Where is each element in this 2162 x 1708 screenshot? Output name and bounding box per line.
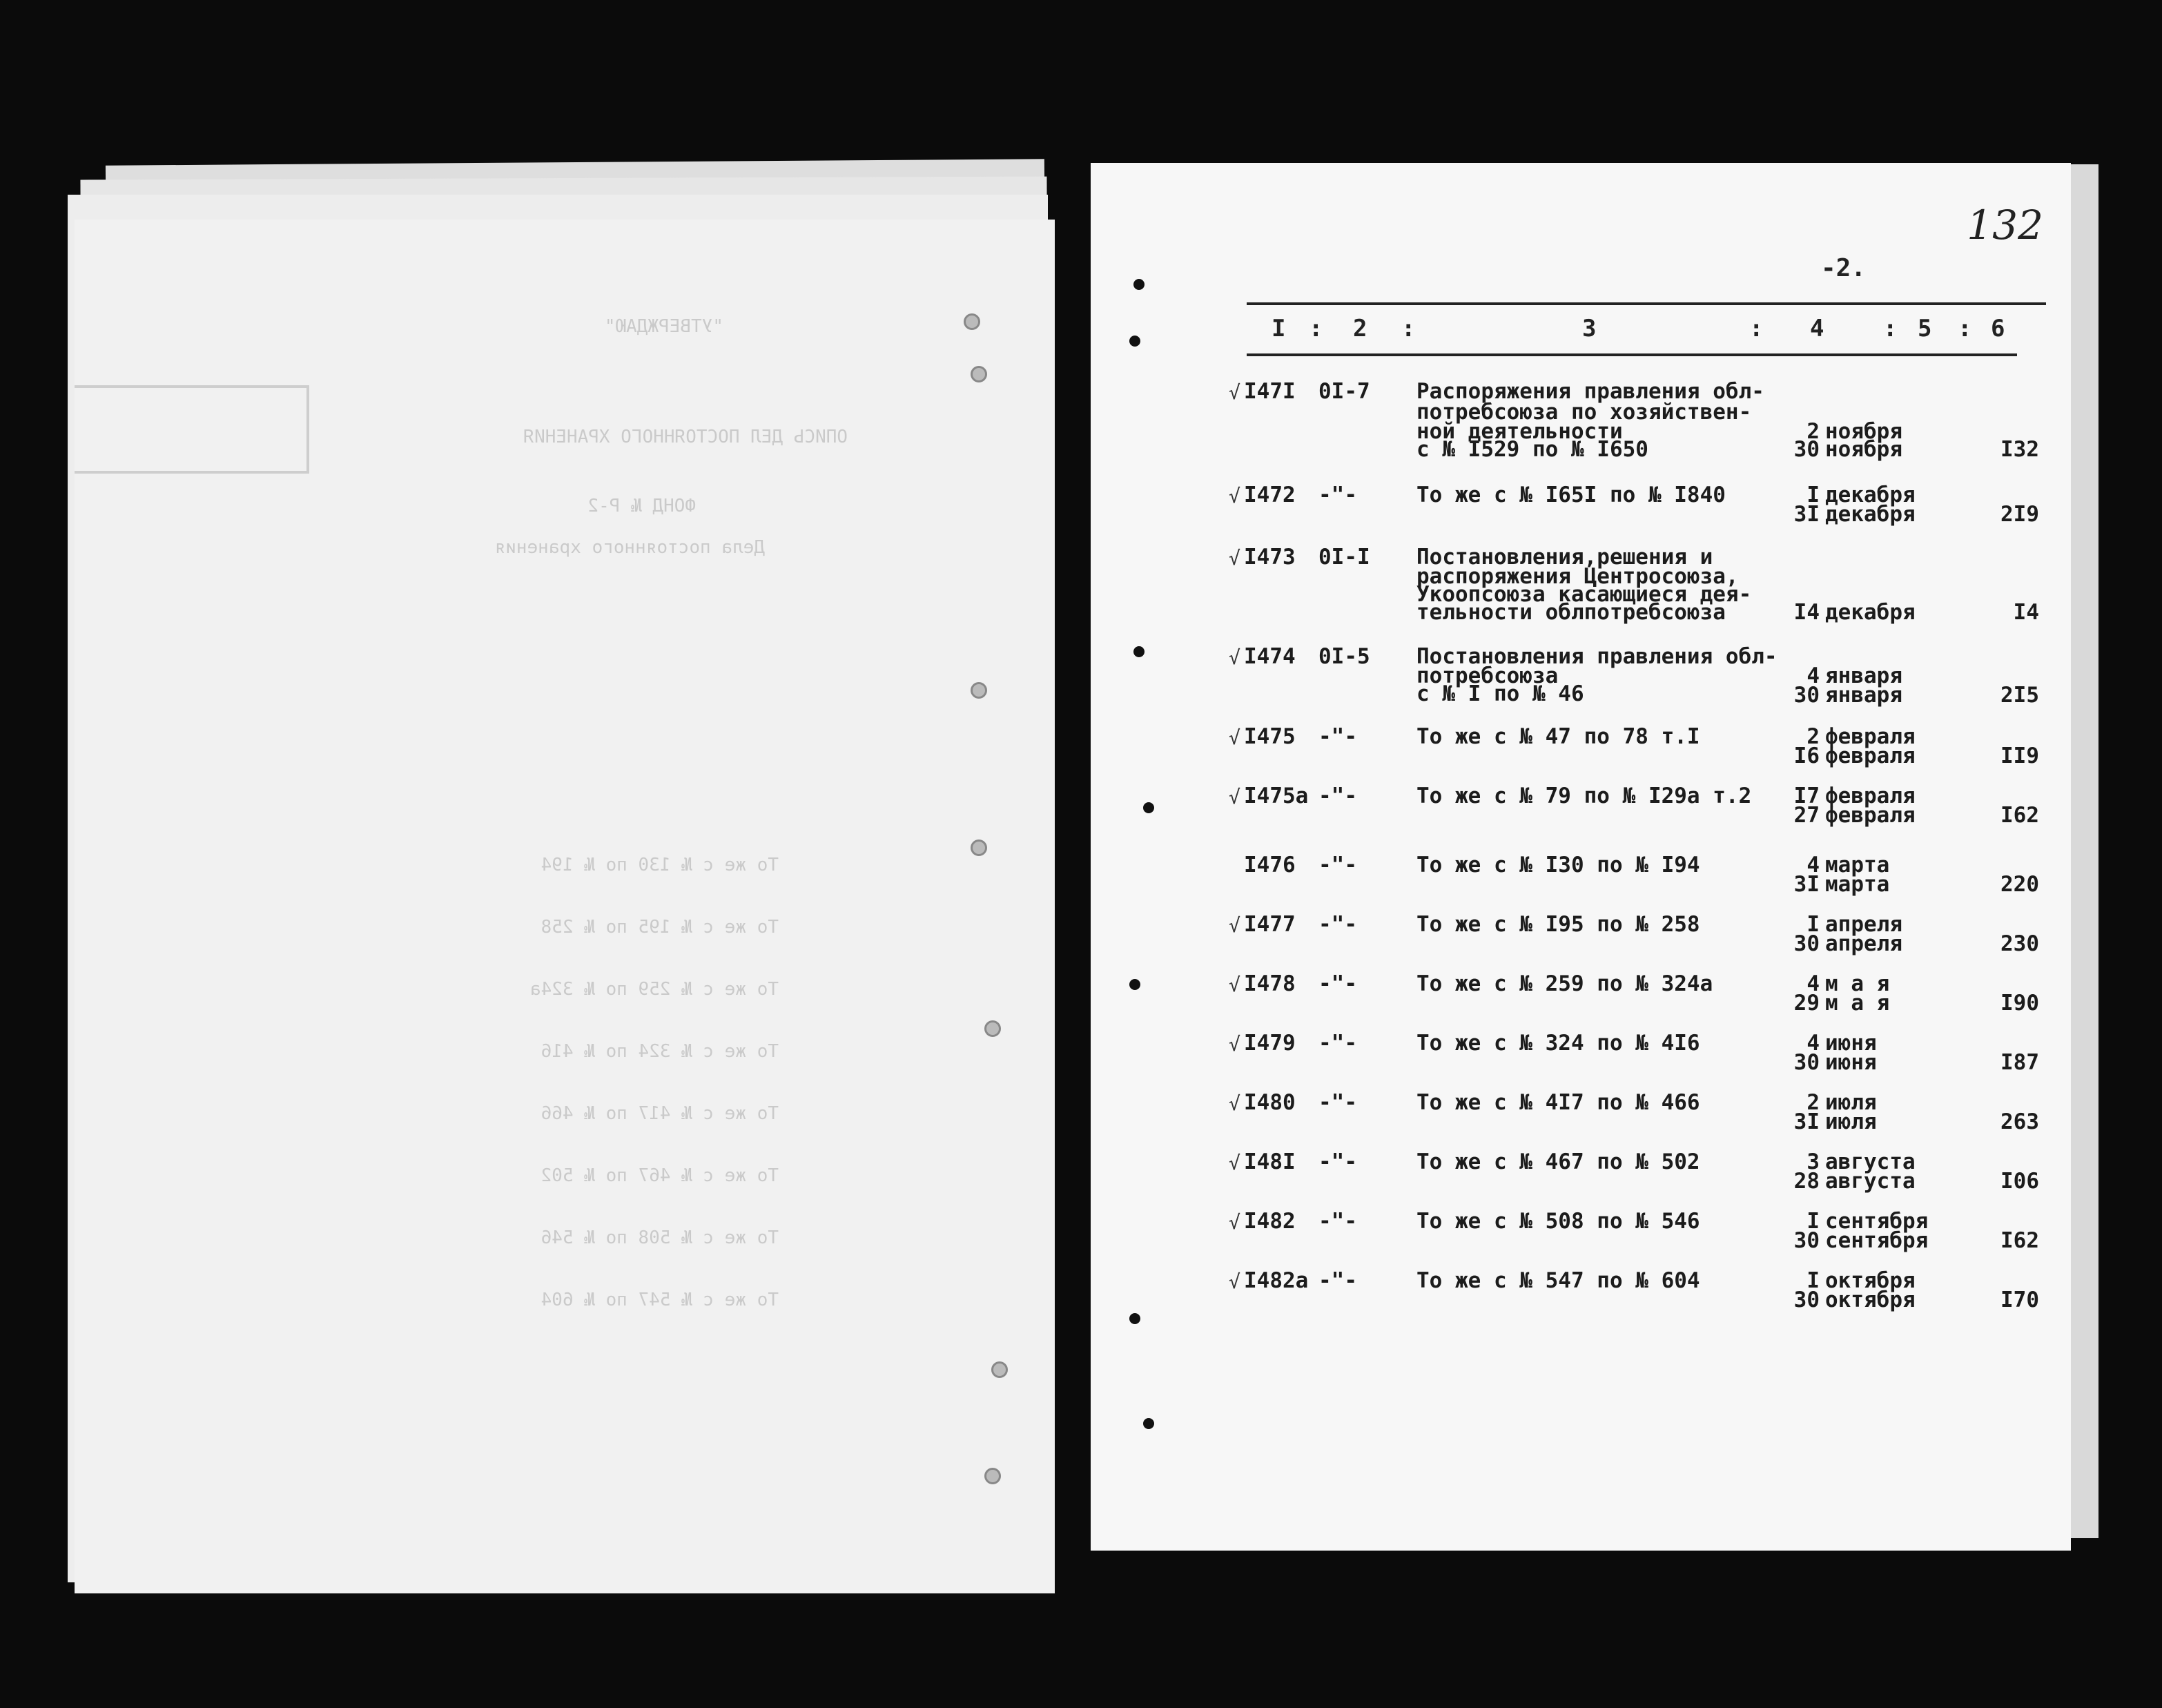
case-number: I475а (1244, 784, 1309, 808)
case-index: -"- (1318, 1090, 1357, 1115)
date-end-month: января (1825, 683, 1902, 708)
case-title-line: То же с № 467 по № 502 (1416, 1149, 1700, 1174)
date-start-day: 4 (1806, 853, 1820, 877)
mirrored-line: ФОНД № Р-2 (587, 496, 696, 516)
punch-hole (1129, 979, 1140, 990)
case-title-line: То же с № 508 по № 546 (1416, 1209, 1700, 1234)
sheet-count: I62 (2000, 803, 2039, 828)
case-title-line: То же с № 4I7 по № 466 (1416, 1090, 1700, 1115)
check-mark: √ (1229, 1092, 1240, 1115)
date-end-day: 28 (1793, 1169, 1820, 1194)
sheet-count: I90 (2000, 991, 2039, 1016)
case-number: I474 (1244, 644, 1296, 669)
punch-hole (971, 682, 987, 699)
date-end-day: 30 (1793, 1050, 1820, 1075)
case-title-line: То же с № 79 по № I29а т.2 (1416, 784, 1752, 808)
date-start-day: I7 (1793, 784, 1820, 808)
date-start-month: декабря (1825, 483, 1916, 507)
sheet-count: 2I9 (2000, 502, 2039, 527)
date-end-day: 30 (1793, 931, 1820, 956)
date-end-month: февраля (1825, 803, 1916, 828)
column-separator: : (1749, 315, 1764, 342)
mirrored-line: То же с № 195 по № 258 (540, 917, 779, 938)
left-page (75, 220, 1055, 1593)
check-mark: √ (1229, 547, 1240, 570)
date-end-day: 30 (1793, 437, 1820, 462)
case-title-line: То же с № I65I по № I840 (1416, 483, 1726, 507)
sheet-count: I32 (2000, 437, 2039, 462)
date-start-month: сентября (1825, 1209, 1929, 1234)
case-number: I47I (1244, 379, 1296, 404)
column-separator: : (1309, 315, 1323, 342)
date-end-day: 30 (1793, 683, 1820, 708)
case-index: -"- (1318, 1209, 1357, 1234)
check-mark: √ (1229, 914, 1240, 937)
case-title-line: распоряжения Центросоюза, (1416, 564, 1739, 589)
date-start-day: I (1806, 1209, 1820, 1234)
sheet-count: II9 (2000, 744, 2039, 768)
case-title-line: То же с № I30 по № I94 (1416, 853, 1700, 877)
punch-hole (971, 366, 987, 382)
bleed-through-text (75, 220, 1055, 1593)
date-end-month: марта (1825, 872, 1890, 897)
check-mark: √ (1229, 485, 1240, 507)
case-number: I475 (1244, 724, 1296, 749)
date-end-day: 30 (1793, 1228, 1820, 1253)
punch-hole (1143, 802, 1154, 813)
date-start-month: июля (1825, 1090, 1877, 1115)
date-start-month: февраля (1825, 724, 1916, 749)
date-start-day: I (1806, 1268, 1820, 1293)
case-title-line: То же с № 259 по № 324а (1416, 971, 1713, 996)
date-start-day: 3 (1806, 1149, 1820, 1174)
date-start-month: октября (1825, 1268, 1916, 1293)
date-start-day: 4 (1806, 663, 1820, 688)
column-header: I (1272, 315, 1286, 342)
case-index: -"- (1318, 971, 1357, 996)
check-mark: √ (1229, 381, 1240, 404)
case-index: -"- (1318, 483, 1357, 507)
date-start-day: 4 (1806, 1031, 1820, 1056)
case-number: I482 (1244, 1209, 1296, 1234)
case-title-line: То же с № 547 по № 604 (1416, 1268, 1700, 1293)
stamp-mark (75, 385, 309, 474)
column-header: 6 (1991, 315, 2005, 342)
date-start-month: июня (1825, 1031, 1877, 1056)
case-title-line: То же с № 47 по 78 т.I (1416, 724, 1700, 749)
column-header: 2 (1353, 315, 1367, 342)
case-index: 0I-7 (1318, 379, 1370, 404)
case-title-line: с № I по № 46 (1416, 681, 1584, 706)
sheet-count: I06 (2000, 1169, 2039, 1194)
case-title-line: тельности облпотребсоюза (1416, 600, 1726, 625)
mirrored-line: То же с № 467 по № 502 (540, 1165, 779, 1186)
date-end-month: декабря (1825, 600, 1916, 625)
case-number: I473 (1244, 545, 1296, 570)
punch-hole (984, 1468, 1001, 1484)
header-rule-top (1247, 302, 2046, 305)
date-end-day: 3I (1793, 502, 1820, 527)
case-number: I476 (1244, 853, 1296, 877)
case-title-line: Распоряжения правления обл- (1416, 379, 1764, 404)
check-mark: √ (1229, 726, 1240, 749)
right-page (1091, 163, 2071, 1551)
case-number: I477 (1244, 912, 1296, 937)
sheet-count: 230 (2000, 931, 2039, 956)
date-start-month: м а я (1825, 971, 1890, 996)
check-mark: √ (1229, 1152, 1240, 1174)
punch-hole (971, 840, 987, 856)
mirrored-line: То же с № 417 по № 466 (540, 1103, 779, 1124)
sheet-count: I70 (2000, 1288, 2039, 1312)
case-index: 0I-I (1318, 545, 1370, 570)
check-mark: √ (1229, 786, 1240, 808)
check-mark: √ (1229, 646, 1240, 669)
mirrored-line: То же с № 508 по № 546 (540, 1227, 779, 1248)
sheet-count: 2I5 (2000, 683, 2039, 708)
case-number: I472 (1244, 483, 1296, 507)
column-separator: : (1401, 315, 1416, 342)
punch-hole (1143, 1418, 1154, 1429)
punch-hole (991, 1361, 1008, 1378)
punch-hole (1133, 279, 1145, 290)
case-title-line: То же с № I95 по № 258 (1416, 912, 1700, 937)
check-mark: √ (1229, 1270, 1240, 1293)
date-start-month: марта (1825, 853, 1890, 877)
date-end-month: м а я (1825, 991, 1890, 1016)
date-start-month: января (1825, 663, 1902, 688)
date-end-month: декабря (1825, 502, 1916, 527)
mirrored-line: ОПИСЬ ДЕЛ ПОСТОЯННОГО ХРАНЕНИЯ (523, 427, 848, 447)
check-mark: √ (1229, 1211, 1240, 1234)
punch-hole (1129, 1313, 1140, 1324)
column-header: 5 (1918, 315, 1932, 342)
case-number: I48I (1244, 1149, 1296, 1174)
date-start-day: 2 (1806, 724, 1820, 749)
case-index: -"- (1318, 1149, 1357, 1174)
case-number: I482а (1244, 1268, 1309, 1293)
sheet-count: 263 (2000, 1109, 2039, 1134)
case-index: -"- (1318, 912, 1357, 937)
check-mark: √ (1229, 1033, 1240, 1056)
case-index: -"- (1318, 724, 1357, 749)
archive-page-number: 132 (1967, 202, 2043, 249)
mirrored-line: То же с № 259 по № 324а (529, 979, 779, 1000)
page-marker: -2. (1821, 254, 1867, 282)
date-end-day: 30 (1793, 1288, 1820, 1312)
date-end-day: I6 (1793, 744, 1820, 768)
case-title-line: ной деятельности (1416, 419, 1623, 444)
date-end-day: 3I (1793, 872, 1820, 897)
date-end-day: 27 (1793, 803, 1820, 828)
mirrored-line: "УТВЕРЖДАЮ" (604, 316, 723, 337)
header-rule-bottom (1247, 353, 2017, 356)
case-title-line: с № I529 по № I650 (1416, 437, 1648, 462)
date-end-month: октября (1825, 1288, 1916, 1312)
date-end-month: июня (1825, 1050, 1877, 1075)
mirrored-line: То же с № 324 по № 416 (540, 1041, 779, 1062)
punch-hole (964, 313, 980, 330)
column-separator: : (1883, 315, 1898, 342)
date-end-month: сентября (1825, 1228, 1929, 1253)
case-number: I480 (1244, 1090, 1296, 1115)
date-end-month: ноября (1825, 437, 1902, 462)
case-number: I479 (1244, 1031, 1296, 1056)
sheet-count: 220 (2000, 872, 2039, 897)
case-index: 0I-5 (1318, 644, 1370, 669)
punch-hole (1129, 336, 1140, 347)
date-start-day: I (1806, 483, 1820, 507)
check-mark: √ (1229, 973, 1240, 996)
case-title-line: Постановления правления обл- (1416, 644, 1778, 669)
case-number: I478 (1244, 971, 1296, 996)
date-end-day: 29 (1793, 991, 1820, 1016)
punch-hole (1133, 646, 1145, 657)
date-end-month: июля (1825, 1109, 1877, 1134)
case-title-line: То же с № 324 по № 4I6 (1416, 1031, 1700, 1056)
case-title-line: Укоопсоюза касающиеся дея- (1416, 582, 1752, 607)
sheet-count: I4 (2013, 600, 2039, 625)
case-index: -"- (1318, 1031, 1357, 1056)
date-start-month: августа (1825, 1149, 1916, 1174)
case-index: -"- (1318, 853, 1357, 877)
date-start-day: 2 (1806, 1090, 1820, 1115)
date-end-day: 3I (1793, 1109, 1820, 1134)
mirrored-line: То же с № 130 по № 194 (540, 855, 779, 875)
case-index: -"- (1318, 784, 1357, 808)
date-start-month: ноября (1825, 419, 1902, 444)
date-start-day: I (1806, 912, 1820, 937)
mirrored-line: Дела постоянного хранения (494, 537, 765, 558)
case-title-line: Постановления,решения и (1416, 545, 1713, 570)
case-title-line: потребсоюза (1416, 663, 1559, 688)
column-header: 4 (1810, 315, 1824, 342)
date-end-month: августа (1825, 1169, 1916, 1194)
date-end-day: I4 (1793, 600, 1820, 625)
date-start-day: 2 (1806, 419, 1820, 444)
mirrored-line: То же с № 547 по № 604 (540, 1290, 779, 1310)
date-end-month: апреля (1825, 931, 1902, 956)
date-start-month: февраля (1825, 784, 1916, 808)
column-header: 3 (1582, 315, 1597, 342)
case-title-line: потребсоюза по хозяйствен- (1416, 400, 1752, 425)
date-start-day: 4 (1806, 971, 1820, 996)
sheet-count: I62 (2000, 1228, 2039, 1253)
punch-hole (984, 1020, 1001, 1037)
case-index: -"- (1318, 1268, 1357, 1293)
sheet-count: I87 (2000, 1050, 2039, 1075)
column-separator: : (1958, 315, 1972, 342)
date-end-month: февраля (1825, 744, 1916, 768)
date-start-month: апреля (1825, 912, 1902, 937)
